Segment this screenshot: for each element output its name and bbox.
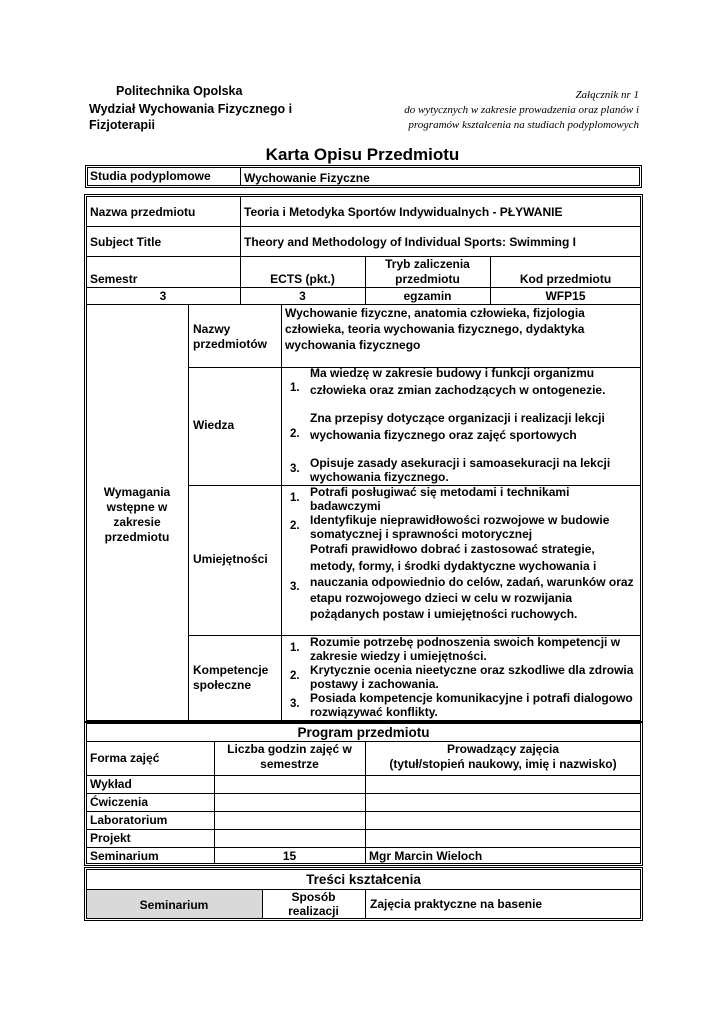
- prerequisite-subjects-line3: wychowania fizycznego: [285, 338, 421, 352]
- skills-item-1-line1: Potrafi posługiwać się metodami i technikami: [310, 485, 570, 499]
- teacher-column-header-2: (tytuł/stopień naukowy, imię i nazwisko): [389, 757, 617, 771]
- hours-column-header-1: Liczba godzin zajęć w: [227, 742, 352, 756]
- skills-item-2-line1: Identyfikuje nieprawidłowości rozwojowe w budowie: [310, 513, 610, 527]
- competence-item-1-line2: zakresie wiedzy i umiejętności.: [310, 649, 487, 663]
- faculty-name-line2: Fizjoterapii: [89, 118, 155, 132]
- prerequisite-subjects-line1: Wychowanie fizyczne, anatomia człowieka, fizjologia: [285, 306, 585, 320]
- competence-item-3-line2: rozwiązywać konflikty.: [310, 705, 438, 719]
- program-row-form: Ćwiczenia: [90, 795, 149, 809]
- skills-item-number: 1.: [290, 492, 300, 504]
- annex-label: Załącznik nr 1: [575, 89, 639, 101]
- content-form: Seminarium: [139, 898, 209, 912]
- prerequisite-subjects-label-2: przedmiotów: [193, 337, 267, 351]
- method-value: Zajęcia praktyczne na basenie: [370, 897, 543, 911]
- competence-item-number: 2.: [290, 670, 300, 682]
- skills-item-3-line2: metody, formy, i środki dydaktyczne wychowania i: [310, 559, 597, 573]
- assessment-mode-label-line2: przedmiotu: [395, 272, 460, 286]
- teacher-column-header-1: Prowadzący zajęcia: [446, 742, 560, 756]
- requirements-label-2: wstępne w: [106, 500, 168, 514]
- skills-item-3-line1: Potrafi prawidłowo dobrać i zastosować strategie,: [310, 542, 595, 556]
- assessment-mode-label-line1: Tryb zaliczenia: [385, 257, 470, 271]
- subject-name-value: Teoria i Metodyka Sportów Indywidualnych - PŁYWANIE: [244, 205, 563, 219]
- subject-title-label: Subject Title: [90, 235, 162, 249]
- assessment-mode-value: egzamin: [403, 289, 452, 303]
- course-code-label: Kod przedmiotu: [519, 272, 612, 286]
- program-row-form: Seminarium: [90, 849, 159, 863]
- semester-label: Semestr: [90, 272, 138, 286]
- skills-item-number: 3.: [290, 581, 300, 593]
- competence-item-number: 3.: [290, 698, 300, 710]
- skills-item-3-line3: nauczania odpowiednio do celów, zadań, warunków oraz: [310, 575, 634, 589]
- hours-column-header-2: semestrze: [260, 757, 319, 771]
- subject-name-label: Nazwa przedmiotu: [90, 205, 196, 219]
- knowledge-item-3-line1: Opisuje zasady asekuracji i samoasekuracji na lekcji: [310, 456, 611, 470]
- program-row-teacher: Mgr Marcin Wieloch: [369, 849, 483, 863]
- course-code-value: WFP15: [545, 289, 586, 303]
- knowledge-item-number: 3.: [290, 463, 300, 475]
- program-row-hours: 15: [282, 849, 297, 863]
- annex-text-line3: programów kształcenia na studiach podyplomowych: [408, 119, 639, 131]
- knowledge-item-2-line2: wychowania fizycznego oraz zajęć sportowych: [310, 428, 577, 442]
- content-heading: Treści kształcenia: [306, 872, 421, 887]
- requirements-label-4: przedmiotu: [104, 530, 170, 544]
- competence-item-2-line2: postawy i zachowania.: [310, 677, 439, 691]
- method-label-2: realizacji: [288, 904, 339, 918]
- skills-item-3-line4: etapu rozwojowego dzieci w celu w rozwijania: [310, 591, 573, 605]
- competence-item-2-line1: Krytycznie ocenia nieetyczne oraz szkodliwe dla zdrowia: [310, 663, 634, 677]
- requirements-label-3: zakresie: [113, 515, 161, 529]
- ects-label: ECTS (pkt.): [270, 272, 335, 286]
- subject-title-value: Theory and Methodology of Individual Sports: Swimming I: [244, 235, 577, 249]
- skills-item-3-line5: pożądanych postaw i umiejętności ruchowych.: [310, 607, 578, 621]
- prerequisite-subjects-line2: człowieka, teoria wychowania fizycznego, dydaktyka: [285, 322, 585, 336]
- knowledge-label: Wiedza: [193, 418, 235, 432]
- page-title: Karta Opisu Przedmiotu: [265, 145, 460, 164]
- knowledge-item-1-line2: człowieka oraz zmian zachodzących w ontogenezie.: [310, 383, 606, 397]
- program-heading: Program przedmiotu: [297, 725, 430, 740]
- program-row-form: Wykład: [90, 777, 132, 791]
- skills-item-2-line2: somatycznej i sprawności motorycznej: [310, 527, 533, 541]
- program-row-form: Laboratorium: [90, 813, 168, 827]
- knowledge-item-number: 2.: [290, 428, 300, 440]
- competence-item-1-line1: Rozumie potrzebę podnoszenia swoich kompetencji w: [310, 635, 621, 649]
- prerequisite-subjects-label-1: Nazwy: [193, 322, 231, 336]
- social-competences-label-1: Kompetencje: [193, 663, 269, 677]
- requirements-label-1: Wymagania: [103, 485, 171, 499]
- program-row-form: Projekt: [90, 831, 131, 845]
- ects-value: 3: [299, 289, 306, 303]
- knowledge-item-2-line1: Zna przepisy dotyczące organizacji i realizacji lekcji: [310, 411, 605, 425]
- semester-value: 3: [159, 289, 167, 303]
- university-name: Politechnika Opolska: [116, 84, 243, 98]
- skills-item-1-line2: badawczymi: [310, 499, 381, 513]
- knowledge-item-number: 1.: [290, 382, 300, 394]
- annex-text-line2: do wytycznych w zakresie prowadzenia oraz planów i: [404, 104, 639, 116]
- form-column-header: Forma zajęć: [90, 751, 160, 765]
- knowledge-item-1-line1: Ma wiedzę w zakresie budowy i funkcji organizmu: [310, 366, 595, 380]
- studies-label: Studia podyplomowe: [90, 169, 211, 183]
- competence-item-3-line1: Posiada kompetencje komunikacyjne i potrafi dialogowo: [310, 691, 633, 705]
- social-competences-label-2: społeczne: [193, 678, 252, 692]
- studies-value: Wychowanie Fizyczne: [244, 171, 370, 185]
- skills-label: Umiejętności: [193, 552, 268, 566]
- competence-item-number: 1.: [290, 642, 300, 654]
- method-label-1: Sposób: [291, 890, 336, 904]
- knowledge-item-3-line2: wychowania fizycznego.: [310, 470, 449, 484]
- skills-item-number: 2.: [290, 520, 300, 532]
- faculty-name-line1: Wydział Wychowania Fizycznego i: [89, 102, 293, 116]
